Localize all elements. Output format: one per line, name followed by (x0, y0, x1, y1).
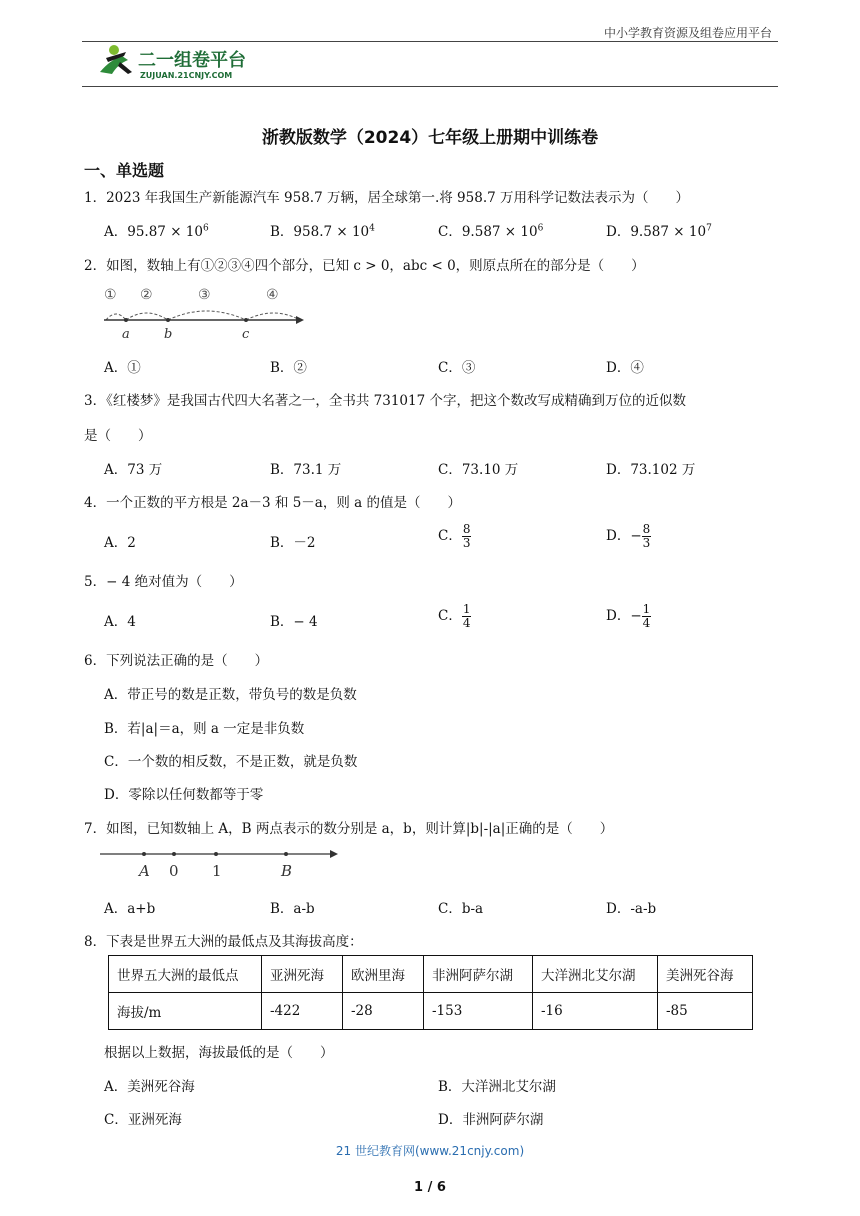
table-cell: -422 (262, 993, 343, 1030)
option-1d: D．$9.587 \times 10^7$ (606, 223, 712, 240)
option-2d: D．④ (606, 360, 644, 376)
table-row (109, 993, 753, 1030)
question-8 (84, 930, 363, 950)
option-7d: D．-a-b (606, 901, 657, 917)
option-1c: C．$9.587 \times 10^6$ (438, 223, 544, 240)
question-2 (84, 254, 645, 274)
question-6 (84, 649, 268, 669)
point-b: b (164, 327, 173, 342)
option-7a: A．a+b (104, 901, 156, 917)
fraction: $\frac{8}{3}$ (462, 522, 471, 550)
site-name: 中小学教育资源及组卷应用平台 (603, 26, 772, 40)
table-row (109, 956, 753, 993)
region-label-4: ④ (266, 287, 279, 303)
option-6b: B．若|a|＝a，则 a 一定是非负数 (104, 721, 305, 737)
question-7 (84, 817, 613, 837)
fraction: $\frac{1}{4}$ (462, 602, 471, 630)
question-3-continued: 是（ ） (84, 428, 152, 444)
option-1a: A．$95.87 \times 10^6$ (104, 223, 209, 240)
question-text: 《红楼梦》是我国古代四大名著之一，全书共 731017 个字，把这个数改写成精确到万位的近似数 (106, 393, 686, 409)
section-heading: 一、单选题 (84, 161, 165, 180)
point-c: c (242, 327, 250, 342)
question-number: 1． (84, 190, 107, 206)
question-number: 3． (84, 393, 107, 409)
option-1b: B．$958.7 \times 10^4$ (270, 223, 375, 240)
svg-text:ZUJUAN.21CNJY.COM: ZUJUAN.21CNJY.COM (140, 71, 233, 80)
table-cell: 欧洲里海 (343, 956, 424, 993)
logo (92, 42, 282, 82)
table-cell: -28 (343, 993, 424, 1030)
question-number: 5． (84, 574, 107, 590)
question-number: 2． (84, 258, 107, 274)
option-6d: D．零除以任何数都等于零 (104, 787, 264, 803)
question-text: 下表是世界五大洲的最低点及其海拔高度： (106, 934, 363, 950)
option-8c: C．亚洲死海 (104, 1112, 182, 1128)
question-text: 2023 年我国生产新能源汽车 958.7 万辆，居全球第一.将 958.7 万用科学记数法表示为（ ） (106, 190, 689, 206)
question-text: 如图，数轴上有①②③④四个部分，已知 c > 0，abc < 0，则原点所在的部分是（ ） (106, 258, 645, 274)
option-3b: B．73.1 万 (270, 462, 342, 478)
question-1 (84, 186, 689, 206)
footer-source: 21 世纪教育网(www.21cnjy.com) (335, 1144, 525, 1158)
altitude-table (108, 955, 753, 1030)
table-cell: 非洲阿萨尔湖 (424, 956, 533, 993)
option-5d: D．− $\frac{1}{4}$ (606, 602, 651, 630)
option-6c: C．一个数的相反数，不是正数，就是负数 (104, 754, 358, 770)
question-text: 一个正数的平方根是 2a－3 和 5－a，则 a 的值是（ ） (106, 495, 461, 511)
point-A: A (139, 862, 150, 880)
question-number: 7． (84, 821, 107, 837)
question-number: 8． (84, 934, 107, 950)
region-label-1: ① (104, 287, 117, 303)
table-cell: -85 (658, 993, 753, 1030)
option-3c: C．73.10 万 (438, 462, 519, 478)
option-8b: B．大洋洲北艾尔湖 (438, 1079, 556, 1095)
option-4b: B．－2 (270, 535, 316, 551)
page-number: 1 / 6 (414, 1180, 446, 1195)
option-5b: B．− 4 (270, 614, 318, 630)
option-2b: B．② (270, 360, 307, 376)
option-5c: C． $\frac{1}{4}$ (438, 602, 471, 630)
fraction: $\frac{8}{3}$ (642, 522, 651, 550)
table-cell: 大洋洲北艾尔湖 (533, 956, 658, 993)
question-3 (84, 389, 686, 409)
header-rule (82, 86, 778, 87)
option-8d: D．非洲阿萨尔湖 (438, 1112, 544, 1128)
question-8-followup: 根据以上数据，海拔最低的是（ ） (104, 1045, 334, 1061)
table-cell: -153 (424, 993, 533, 1030)
question-text: 如图，已知数轴上 A，B 两点表示的数分别是 a，b，则计算|b|-|a|正确的是（ ） (106, 821, 614, 837)
table-cell: 海拔/m (109, 993, 262, 1030)
option-3d: D．73.102 万 (606, 462, 696, 478)
question-text: − 4 绝对值为（ ） (106, 574, 243, 590)
svg-text:二一组卷平台: 二一组卷平台 (138, 50, 246, 71)
question-5 (84, 570, 243, 590)
point-1: 1 (212, 862, 222, 880)
table-cell: -16 (533, 993, 658, 1030)
table-cell: 世界五大洲的最低点 (109, 956, 262, 993)
question-number: 4． (84, 495, 107, 511)
option-8a: A．美洲死谷海 (104, 1079, 195, 1095)
point-0: 0 (169, 862, 179, 880)
question-text: 下列说法正确的是（ ） (106, 653, 269, 669)
option-2a: A．① (104, 360, 141, 376)
option-5a: A．4 (104, 614, 136, 630)
region-label-2: ② (140, 287, 153, 303)
question-number: 6． (84, 653, 107, 669)
option-4c: C． $\frac{8}{3}$ (438, 522, 471, 550)
option-7b: B．a-b (270, 901, 315, 917)
page-title: 浙教版数学（2024）七年级上册期中训练卷 (261, 128, 599, 148)
option-3a: A．73 万 (104, 462, 163, 478)
region-label-3: ③ (198, 287, 211, 303)
option-4d: D．− $\frac{8}{3}$ (606, 522, 651, 550)
fraction: $\frac{1}{4}$ (642, 602, 651, 630)
option-4a: A．2 (104, 535, 136, 551)
option-7c: C．b-a (438, 901, 484, 917)
point-a: a (122, 327, 130, 342)
number-line-figure-q2 (100, 284, 310, 344)
option-2c: C．③ (438, 360, 476, 376)
option-6a: A．带正号的数是正数，带负号的数是负数 (104, 687, 357, 703)
point-B: B (281, 862, 293, 880)
question-4 (84, 491, 461, 511)
table-cell: 亚洲死海 (262, 956, 343, 993)
number-line-figure-q7 (98, 844, 348, 884)
table-cell: 美洲死谷海 (658, 956, 753, 993)
